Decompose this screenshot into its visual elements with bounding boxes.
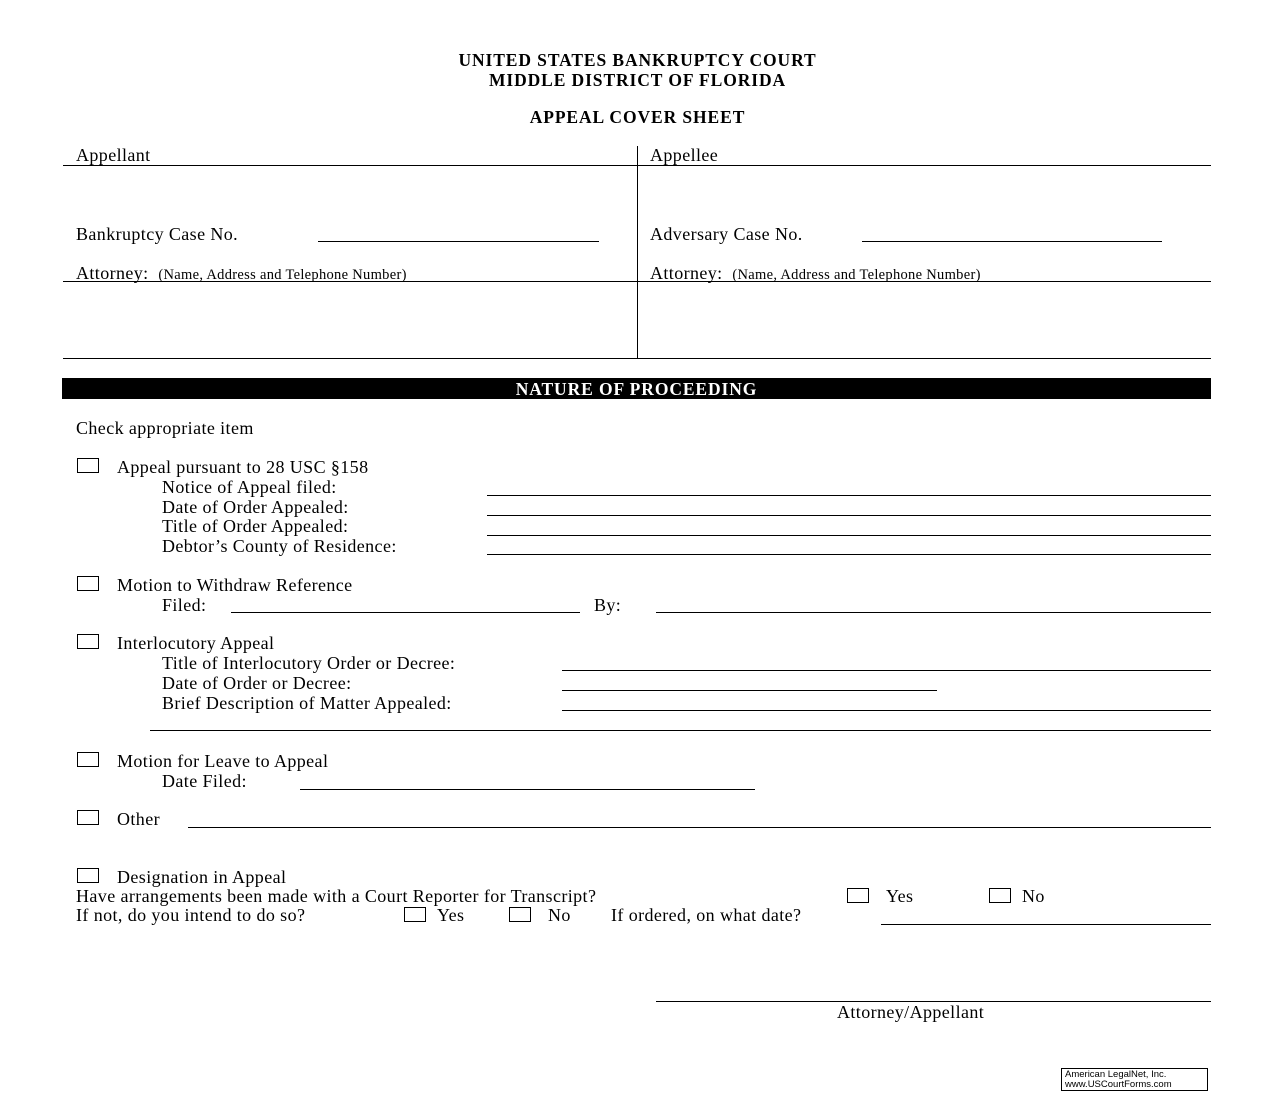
designation-label: Designation in Appeal: [117, 867, 287, 887]
notice-filed-label: Notice of Appeal filed:: [162, 477, 337, 497]
signature-label: Attorney/Appellant: [837, 1002, 985, 1022]
bankruptcy-case-label: Bankruptcy Case No.: [76, 224, 239, 244]
attorney-label: Attorney:: [76, 263, 149, 283]
nature-banner: NATURE OF PROCEEDING: [62, 378, 1211, 399]
intend-no-label: No: [548, 905, 571, 925]
intend-question: If not, do you intend to do so?: [76, 905, 306, 925]
district-name: MIDDLE DISTRICT OF FLORIDA: [488, 70, 787, 90]
attorney-label: Attorney:: [650, 263, 723, 283]
withdraw-checkbox[interactable]: [77, 576, 99, 591]
interlocutory-title-field[interactable]: [562, 670, 1211, 671]
instruction-text: Check appropriate item: [76, 418, 254, 438]
interlocutory-label: Interlocutory Appeal: [117, 633, 275, 653]
other-checkbox[interactable]: [77, 810, 99, 825]
interlocutory-checkbox[interactable]: [77, 634, 99, 649]
appeal-158-label: Appeal pursuant to 28 USC §158: [117, 457, 369, 477]
form-title: APPEAL COVER SHEET: [529, 107, 746, 127]
title-of-order-field[interactable]: [487, 535, 1211, 536]
interlocutory-title-label: Title of Interlocutory Order or Decree:: [162, 653, 456, 673]
adversary-case-field[interactable]: [862, 241, 1162, 242]
debtor-county-field[interactable]: [487, 554, 1211, 555]
date-of-order-field[interactable]: [487, 515, 1211, 516]
other-label: Other: [117, 809, 160, 829]
attorney-rule: [63, 281, 1211, 282]
leave-checkbox[interactable]: [77, 752, 99, 767]
reporter-no-checkbox[interactable]: [989, 888, 1011, 903]
withdraw-by-label: By:: [594, 595, 622, 615]
parties-bottom-rule: [63, 358, 1211, 359]
debtor-county-label: Debtor’s County of Residence:: [162, 536, 397, 556]
bankruptcy-case-field[interactable]: [318, 241, 599, 242]
leave-label: Motion for Leave to Appeal: [117, 751, 329, 771]
publisher-url: www.USCourtForms.com: [1065, 1079, 1172, 1090]
adversary-case-label: Adversary Case No.: [650, 224, 803, 244]
intend-no-checkbox[interactable]: [509, 907, 531, 922]
withdraw-by-field[interactable]: [656, 612, 1211, 613]
interlocutory-brief-field[interactable]: [562, 710, 1211, 711]
appeal-158-checkbox[interactable]: [77, 458, 99, 473]
interlocutory-brief-label: Brief Description of Matter Appealed:: [162, 693, 452, 713]
court-reporter-question: Have arrangements been made with a Court Reporter for Transcript?: [76, 886, 597, 906]
other-field[interactable]: [188, 827, 1211, 828]
reporter-no-label: No: [1022, 886, 1045, 906]
ordered-date-label: If ordered, on what date?: [611, 905, 802, 925]
parties-divider: [637, 146, 638, 358]
intend-yes-checkbox[interactable]: [404, 907, 426, 922]
withdraw-label: Motion to Withdraw Reference: [117, 575, 353, 595]
reporter-yes-checkbox[interactable]: [847, 888, 869, 903]
withdraw-filed-label: Filed:: [162, 595, 207, 615]
publisher-name: American LegalNet, Inc.: [1065, 1069, 1167, 1080]
attorney-hint: (Name, Address and Telephone Number): [158, 267, 407, 283]
appellee-label: Appellee: [650, 145, 719, 165]
withdraw-filed-field[interactable]: [231, 612, 580, 613]
leave-date-label: Date Filed:: [162, 771, 247, 791]
designation-checkbox[interactable]: [77, 868, 99, 883]
intend-yes-label: Yes: [437, 905, 465, 925]
publisher-logo: [1061, 1068, 1208, 1091]
notice-filed-field[interactable]: [487, 495, 1211, 496]
ordered-date-field[interactable]: [881, 924, 1211, 925]
appellant-label: Appellant: [76, 145, 151, 165]
interlocutory-date-field[interactable]: [562, 690, 937, 691]
attorney-hint: (Name, Address and Telephone Number): [732, 267, 981, 283]
interlocutory-brief-field-2[interactable]: [150, 730, 1211, 731]
interlocutory-date-label: Date of Order or Decree:: [162, 673, 352, 693]
reporter-yes-label: Yes: [886, 886, 914, 906]
date-of-order-label: Date of Order Appealed:: [162, 497, 349, 517]
title-of-order-label: Title of Order Appealed:: [162, 516, 349, 536]
court-name: UNITED STATES BANKRUPTCY COURT: [458, 50, 817, 70]
leave-date-field[interactable]: [300, 789, 755, 790]
